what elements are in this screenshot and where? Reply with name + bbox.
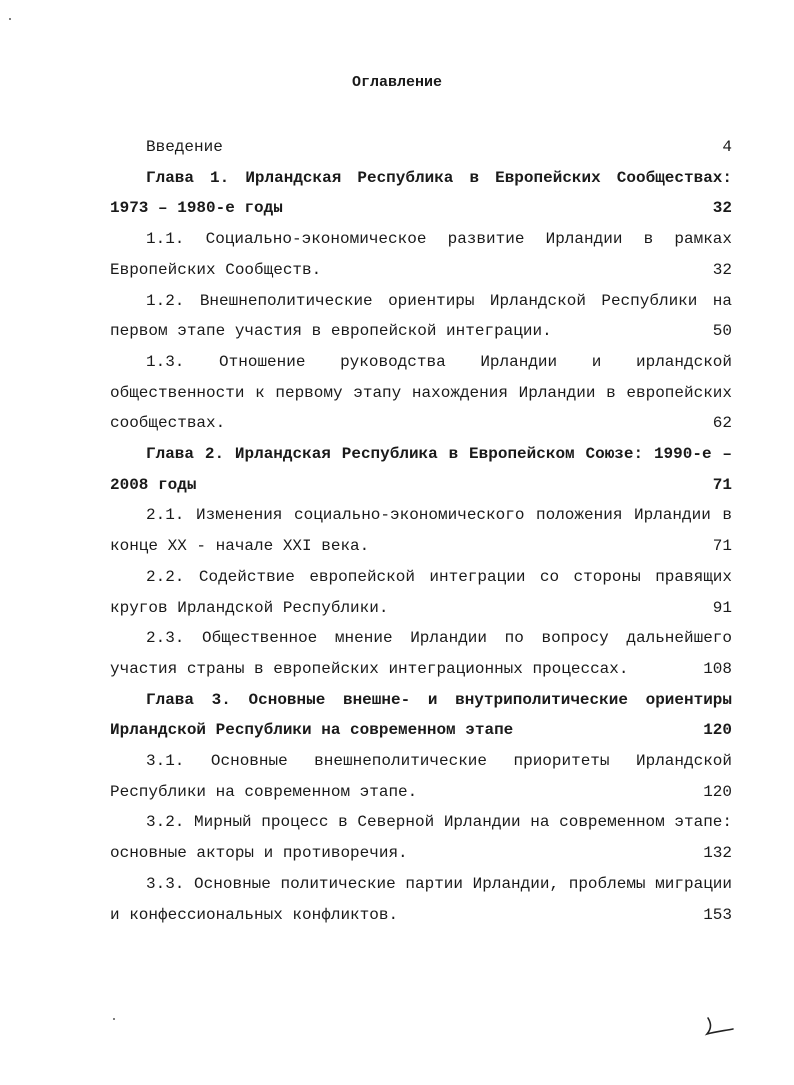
table-of-contents [110,132,732,930]
toc-entry-text: 3.2. Мирный процесс в Северной Ирландии на современном этапе: основные акторы и противоречия. [110,813,732,863]
toc-entry-text: 1.2. Внешнеполитические ориентиры Ирландской Республики на первом этапе участия в европейской интеграции. [110,291,732,341]
toc-section-entry[interactable] [110,746,732,807]
toc-entry-text: Глава 1. Ирландская Республика в Европейских Сообществах: 1973 – 1980-е годы [110,168,732,218]
toc-entry-page: 108 [703,659,732,678]
toc-section-entry[interactable] [110,500,732,561]
toc-entry-page: 50 [712,322,732,341]
toc-entry-text: Глава 2. Ирландская Республика в Европейском Союзе: 1990-е – 2008 годы [110,445,732,494]
toc-entry-page: 91 [712,598,732,617]
toc-entry-page: 71 [712,537,732,556]
scan-speck [113,1018,115,1020]
toc-entry-page: 62 [712,414,732,433]
handwritten-page-number [702,1015,736,1037]
toc-entry-text: Глава 3. Основные внешне- и внутриполитические ориентиры Ирландской Республики на современном этапе [110,690,732,740]
toc-entry-text: 1.3. Отношение руководства Ирландии и ирландской общественности к первому этапу нахождения Ирландии в европейских сообществах. [110,352,732,433]
toc-section-entry[interactable] [110,807,732,868]
toc-chapter-entry[interactable] [110,439,732,500]
toc-entry-text: 3.3. Основные политические партии Ирландии, проблемы миграции и конфессиональных конфликтов. [110,874,732,924]
toc-section-entry[interactable] [110,623,732,684]
page-title: Оглавление [351,74,442,91]
toc-entry-text: 1.1. Социально-экономическое развитие Ирландии в рамках Европейских Сообществ. [110,230,732,279]
toc-entry-page: 71 [712,475,732,494]
scan-speck [9,18,11,20]
toc-section-entry[interactable] [110,869,732,930]
toc-entry-page: 132 [703,844,732,863]
toc-section-entry[interactable] [110,562,732,623]
toc-entry-page: 120 [703,721,732,740]
toc-section-entry[interactable] [110,347,732,439]
toc-entry-page: 153 [703,905,732,924]
toc-entry-page: 32 [712,199,732,218]
toc-entry-text: 2.1. Изменения социально-экономического положения Ирландии в конце XX - начале XXI века. [110,506,732,556]
toc-entry-page: 120 [703,782,732,801]
toc-entry-text: Введение [146,138,223,156]
toc-entry-text: 3.1. Основные внешнеполитические приоритеты Ирландской Республики на современном этапе. [110,752,732,801]
toc-section-entry[interactable] [110,286,732,347]
toc-entry-page: 32 [712,260,732,279]
toc-entry-page: 4 [722,138,732,156]
toc-entry-text: 2.2. Содействие европейской интеграции со стороны правящих кругов Ирландской Республики. [110,567,732,617]
toc-intro-entry[interactable] [110,132,732,163]
toc-chapter-entry[interactable] [110,163,732,224]
toc-chapter-entry[interactable] [110,685,732,746]
toc-entry-text: 2.3. Общественное мнение Ирландии по вопросу дальнейшего участия страны в европейских интеграционных процессах. [110,629,732,678]
toc-section-entry[interactable] [110,224,732,285]
